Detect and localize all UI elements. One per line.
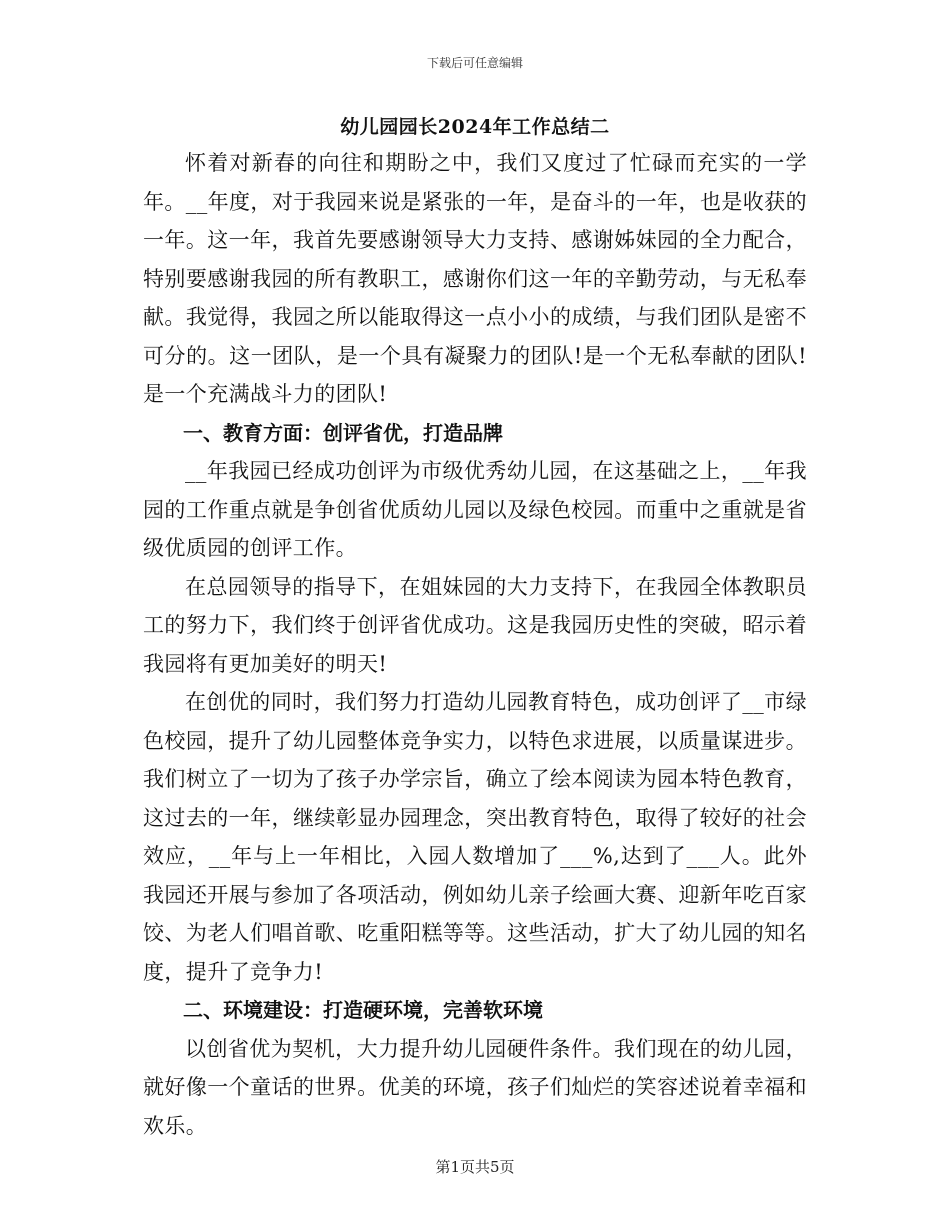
page-footer: 第1页共5页 [435, 1158, 515, 1176]
paragraph-education-3: 在创优的同时，我们努力打造幼儿园教育特色，成功创评了__市绿色校园，提升了幼儿园整体竞争实力，以特色求进展，以质量谋进步。我们树立了一切为了孩子办学宗旨，确立了绘本阅读为园本特色教育，这过去的一年，继续彰显办园理念，突出教育特色，取得了较好的社会效应，__年与上一年相比，入园人数增加了___%,达到了___人。此外我园还开展与参加了各项活动，例如幼儿亲子绘画大赛、迎新年吃百家饺、为老人们唱首歌、吃重阳糕等等。这些活动，扩大了幼儿园的知名度，提升了竞争力! [143, 690, 807, 984]
paragraph-education-1: __年我园已经成功创评为市级优秀幼儿园，在这基础之上，__年我园的工作重点就是争创省优质幼儿园以及绿色校园。而重中之重就是省级优质园的创评工作。 [143, 459, 807, 560]
header-note: 下载后可任意编辑 [426, 56, 523, 70]
paragraph-education-2: 在总园领导的指导下，在姐妹园的大力支持下，在我园全体教职员工的努力下，我们终于创评省优成功。这是我园历史性的突破，昭示着我园将有更加美好的明天! [143, 574, 807, 676]
section-heading-education: 一、教育方面：创评省优，打造品牌 [183, 420, 503, 445]
document-title: 幼儿园园长2024年工作总结二 [340, 116, 610, 138]
paragraph-environment-1: 以创省优为契机，大力提升幼儿园硬件条件。我们现在的幼儿园，就好像一个童话的世界。优美的环境，孩子们灿烂的笑容述说着幸福和欢乐。 [143, 1036, 807, 1138]
paragraph-intro: 怀着对新春的向往和期盼之中，我们又度过了忙碌而充实的一学年。__年度，对于我园来说是紧张的一年，是奋斗的一年，也是收获的一年。这一年，我首先要感谢领导大力支持、感谢姊妹园的全力配合，特别要感谢我园的所有教职工，感谢你们这一年的辛勤劳动，与无私奉献。我觉得，我园之所以能取得这一点小小的成绩，与我们团队是密不可分的。这一团队，是一个具有凝聚力的团队!是一个无私奉献的团队!是一个充满战斗力的团队! [143, 151, 807, 406]
section-heading-environment: 二、环境建设：打造硬环境，完善软环境 [183, 998, 543, 1022]
document-body [143, 110, 807, 1145]
